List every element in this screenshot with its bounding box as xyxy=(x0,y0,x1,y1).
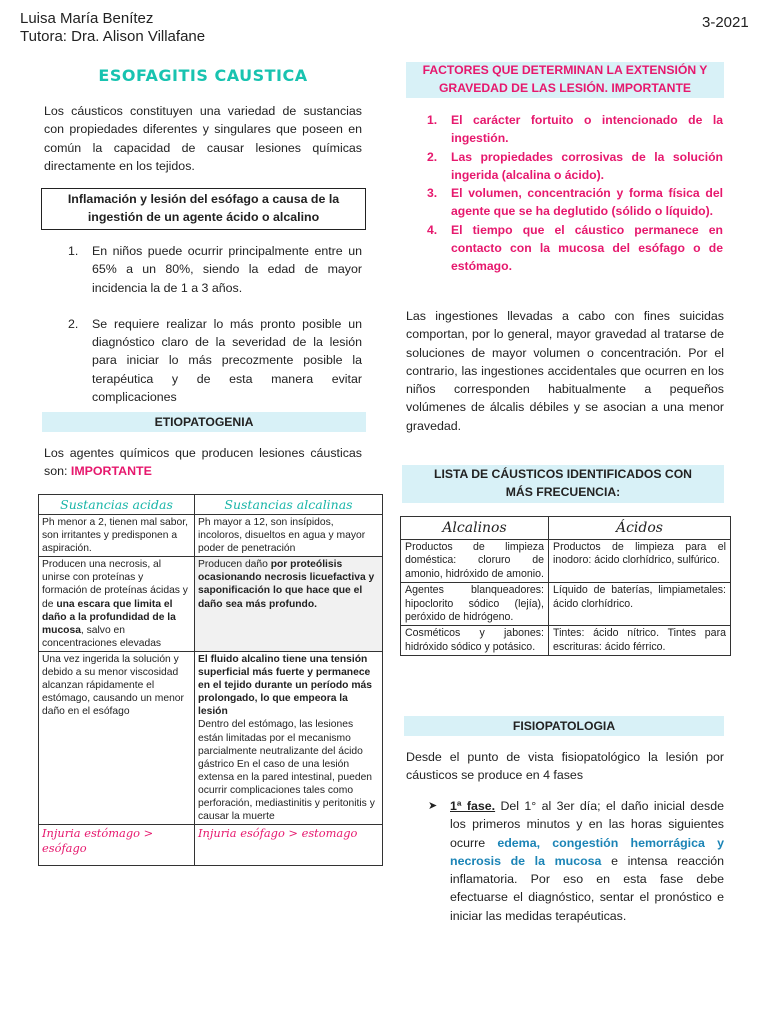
tutor-name: Tutora: Dra. Alison Villafane xyxy=(20,28,206,45)
author-name: Luisa María Benítez xyxy=(20,10,154,27)
fisiopatologia-heading: FISIOPATOLOGIA xyxy=(404,716,724,736)
important-tag: IMPORTANTE xyxy=(70,464,152,479)
factors-list xyxy=(405,111,723,276)
definition-box: Inflamación y lesión del esófago a causa de la ingestión de un agente ácido o alcalino xyxy=(41,188,366,230)
date: 3-2021 xyxy=(702,14,749,31)
table-row: Productos de limpieza doméstica: cloruro de amonio, hidróxido de amonio. Productos de limpieza para el inodoro: ácido clorhídrico, sulfúrico. xyxy=(401,540,731,583)
key-points-list xyxy=(46,242,362,406)
table-row: Agentes blanqueadores: hipoclorito sódico (lejía), peróxido de hidrógeno. Líquido de baterías, limpiametales: ácido clorhídrico. xyxy=(401,583,731,626)
table-row: Cosméticos y jabones: hidróxido sódico y potásico. Tintes: ácido nítrico. Tintes para escrituras: ácido férrico. xyxy=(401,626,731,656)
arrow-bullet-icon: ➤ xyxy=(428,800,438,812)
header-acid: Sustancias acidas xyxy=(39,495,195,515)
table-row: Una vez ingerida la solución y debido a su menor viscosidad alcanzan rápidamente el estómago, causando un menor daño en el esófago El fluido alcalino tiene una tensión superficial más fuerte y permanece en el tejido durante un período más prolongado, lo que empeora la lesión Dentro del estómago, las lesiones están limitadas por el mecanismo parcialmente neutralizante del ácido gástrico En el caso de una lesión extensa en la pared intestinal, pueden ocurrir complicaciones tales como perforación, mediastinitis y peritonitis y causar la muerte xyxy=(39,651,383,824)
fisio-paragraph: Desde el punto de vista fisiopatológico la lesión por cáusticos se produce en 4 fases xyxy=(406,750,724,783)
list-item: 2. Se requiere realizar lo más pronto posible un diagnóstico claro de la severidad de la lesión para iniciar lo más precozmente posible la terapéutica y de esta manera evitar complicaciones xyxy=(68,316,362,405)
header-alkaline: Sustancias alcalinas xyxy=(195,495,383,515)
table-row: Ph menor a 2, tienen mal sabor, son irritantes y predisponen a aspiración. Ph mayor a 12, son insípidos, incoloros, disueltos en agua y mayor poder de penetración xyxy=(39,515,383,557)
intro-paragraph: Los cáusticos constituyen una variedad de sustancias con propiedades diferentes y singulares que poseen en común la capacidad de causar lesiones químicas directamente en los tejidos. xyxy=(44,104,362,173)
phase-1-item: ➤ 1ª fase. Del 1° al 3er día; el daño inicial desde los primeros minutos y en las horas siguientes ocurre edema, congestión hemorrágica y necrosis de la mucosa e intensa reacción inflamatoria. Por eso en esta fase debe efectuarse el diagnóstico, sentar el pronóstico e iniciar las medidas terapéuticas. xyxy=(428,799,724,923)
substances-table xyxy=(38,494,383,866)
header-alkaline: Alcalinos xyxy=(401,517,549,540)
list-item: 1. El carácter fortuito o intencionado de la ingestión. xyxy=(427,113,723,146)
etio-paragraph: Los agentes químicos que producen lesiones cáusticas son: IMPORTANTE xyxy=(44,446,362,479)
ingestions-paragraph: Las ingestiones llevadas a cabo con fines suicidas comportan, por lo general, mayor gravedad al tratarse de soluciones de mayor volumen o concentración. Por el contrario, las ingestiones accidentales que ocurren en los niños corresponden habitualmente a pequeños volúmenes de álcalis débiles y se asocian a una menor gravedad. xyxy=(406,309,724,433)
list-item: 3. El volumen, concentración y forma física del agente que se ha deglutido (sólido o líquido). xyxy=(427,186,723,219)
list-item: 4. El tiempo que el cáustico permanece en contacto con la mucosa del esófago o de estómago. xyxy=(427,222,723,274)
caustics-table xyxy=(400,516,731,656)
page-title: ESOFAGITIS CAUSTICA xyxy=(98,66,308,85)
caustics-list-heading: LISTA DE CÁUSTICOS IDENTIFICADOS CON MÁS FRECUENCIA: xyxy=(402,465,724,503)
etiopatogenia-heading: ETIOPATOGENIA xyxy=(42,412,366,432)
header-acids: Ácidos xyxy=(549,517,731,540)
list-item: 1. En niños puede ocurrir principalmente entre un 65% a un 80%, siendo la edad de mayor incidencia la de 1 a 3 años. xyxy=(68,244,362,295)
table-row: Injuria estómago > esófago Injuria esófago > estomago xyxy=(39,825,383,866)
list-item: 2. Las propiedades corrosivas de la solución ingerida (alcalina o ácido). xyxy=(427,149,723,182)
table-row: Producen una necrosis, al unirse con proteínas y formación de proteínas ácidas y de una escara que limita el daño a la profundidad de la mucosa, salvo en concentraciones elevadas Producen daño por proteólisis ocasionando necrosis licuefactiva y saponificación lo que hace que el daño sea más profundo. xyxy=(39,557,383,652)
factors-heading: FACTORES QUE DETERMINAN LA EXTENSIÓN Y GRAVEDAD DE LAS LESIÓN. IMPORTANTE xyxy=(406,62,724,98)
